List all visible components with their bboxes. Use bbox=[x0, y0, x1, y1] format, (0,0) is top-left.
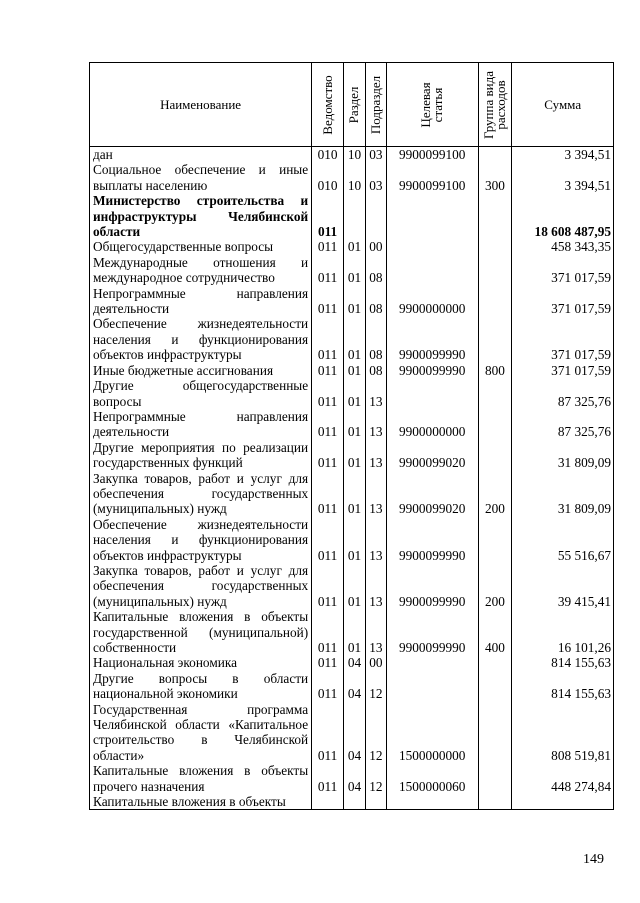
cell-podr: 13 bbox=[369, 455, 383, 471]
header-gruppa: Группа вида расходов bbox=[480, 70, 508, 139]
table-row bbox=[90, 517, 613, 563]
cell-podr: 12 bbox=[369, 686, 383, 702]
cell-grp: 400 bbox=[484, 640, 505, 655]
cell-ved: 010 bbox=[317, 177, 338, 193]
cell-sum: 87 325,76 bbox=[557, 424, 612, 440]
budget-table bbox=[89, 62, 614, 810]
cell-cel: 9900099990 bbox=[398, 547, 466, 563]
table-row bbox=[90, 609, 613, 655]
cell-sum: 39 415,41 bbox=[557, 593, 612, 609]
cell-name: Обеспечение жизнедеятельности населения и функционирования объектов инфраструктуры bbox=[93, 516, 309, 563]
cell-cel: 1500000060 bbox=[398, 778, 466, 794]
cell-name: Министерство строительства и инфраструктуры Челябинской области bbox=[93, 193, 309, 240]
header-vedomstvo: Ведомство bbox=[319, 74, 335, 135]
cell-razd: 10 bbox=[347, 177, 362, 193]
cell-name: Общегосударственные вопросы bbox=[93, 239, 274, 255]
header-name: Наименование bbox=[90, 63, 312, 146]
table-row bbox=[90, 409, 613, 440]
cell-cel: 9900099990 bbox=[398, 640, 466, 655]
cell-name: Обеспечение жизнедеятельности населения и функционирования объектов инфраструктуры bbox=[93, 316, 309, 363]
cell-name: Непрограммные направления деятельности bbox=[93, 285, 309, 317]
cell-name: Другие общегосударственные вопросы bbox=[93, 378, 309, 409]
cell-ved: 011 bbox=[317, 362, 338, 378]
cell-ved: 011 bbox=[317, 424, 338, 440]
cell-ved: 011 bbox=[317, 593, 338, 609]
cell-razd: 04 bbox=[347, 747, 362, 763]
cell-name: Другие мероприятия по реализации государственных функций bbox=[93, 439, 309, 471]
cell-sum: 18 608 487,95 bbox=[534, 224, 612, 240]
cell-grp: 300 bbox=[484, 177, 505, 193]
cell-ved: 011 bbox=[317, 393, 338, 409]
cell-sum: 31 809,09 bbox=[557, 455, 612, 471]
header-summa: Сумма bbox=[544, 96, 582, 112]
cell-podr: 12 bbox=[369, 747, 383, 763]
cell-razd: 01 bbox=[347, 362, 362, 378]
table-row bbox=[90, 255, 613, 286]
cell-ved: 011 bbox=[317, 640, 338, 655]
cell-podr: 13 bbox=[369, 547, 383, 563]
cell-sum: 808 519,81 bbox=[551, 747, 612, 763]
cell-sum: 87 325,76 bbox=[557, 393, 612, 409]
table-row bbox=[90, 316, 613, 362]
cell-name: Закупка товаров, работ и услуг для обеспечения государственных (муниципальных) нужд bbox=[93, 470, 309, 517]
table-row bbox=[90, 193, 613, 239]
cell-name: Социальное обеспечение и иные выплаты населению bbox=[93, 162, 309, 193]
cell-razd: 04 bbox=[347, 686, 362, 702]
cell-ved: 011 bbox=[317, 270, 338, 286]
cell-name: Международные отношения и международное сотрудничество bbox=[93, 254, 309, 286]
cell-podr: 08 bbox=[369, 301, 383, 317]
cell-ved: 011 bbox=[317, 301, 338, 317]
cell-podr: 13 bbox=[369, 640, 383, 655]
table-row bbox=[90, 671, 613, 702]
cell-podr: 13 bbox=[369, 593, 383, 609]
cell-podr: 08 bbox=[369, 347, 383, 363]
cell-sum: 448 274,84 bbox=[551, 778, 612, 794]
cell-ved: 011 bbox=[317, 778, 338, 794]
table-row bbox=[90, 563, 613, 609]
cell-razd: 01 bbox=[347, 270, 362, 286]
cell-podr: 03 bbox=[369, 177, 383, 193]
cell-razd: 01 bbox=[347, 347, 362, 363]
cell-cel: 9900099990 bbox=[398, 347, 466, 363]
cell-podr: 00 bbox=[369, 655, 383, 671]
cell-cel: 9900099990 bbox=[398, 362, 466, 378]
cell-cel: 9900099020 bbox=[398, 501, 466, 517]
cell-cel: 9900099100 bbox=[398, 147, 466, 162]
cell-cel: 9900099020 bbox=[398, 455, 466, 471]
cell-razd: 01 bbox=[347, 640, 362, 655]
cell-cel: 9900099100 bbox=[398, 177, 466, 193]
cell-podr: 08 bbox=[369, 270, 383, 286]
cell-razd: 01 bbox=[347, 301, 362, 317]
cell-grp: 200 bbox=[484, 501, 505, 517]
cell-name: Капитальные вложения в объекты прочего назначения bbox=[93, 763, 309, 794]
cell-podr: 08 bbox=[369, 362, 383, 378]
cell-ved: 011 bbox=[317, 455, 338, 471]
cell-sum: 371 017,59 bbox=[551, 301, 612, 317]
table-row bbox=[90, 147, 613, 162]
cell-name: Непрограммные направления деятельности bbox=[93, 408, 309, 440]
cell-razd: 01 bbox=[347, 393, 362, 409]
cell-grp: 800 bbox=[484, 362, 505, 378]
cell-name: Капитальные вложения в объекты bbox=[93, 794, 286, 810]
cell-ved: 011 bbox=[317, 224, 338, 240]
cell-sum: 16 101,26 bbox=[557, 640, 612, 655]
cell-razd: 01 bbox=[347, 547, 362, 563]
cell-ved: 011 bbox=[317, 347, 338, 363]
cell-razd: 01 bbox=[347, 455, 362, 471]
cell-razd: 01 bbox=[347, 501, 362, 517]
table-row bbox=[90, 378, 613, 409]
table-row bbox=[90, 286, 613, 317]
cell-name: Иные бюджетные ассигнования bbox=[93, 362, 274, 378]
table-header bbox=[90, 63, 613, 147]
cell-ved: 011 bbox=[317, 501, 338, 517]
cell-razd: 04 bbox=[347, 655, 362, 671]
cell-sum: 458 343,35 bbox=[551, 239, 612, 255]
cell-name: Национальная экономика bbox=[93, 655, 238, 671]
cell-podr: 03 bbox=[369, 147, 383, 162]
cell-podr: 12 bbox=[369, 778, 383, 794]
cell-grp: 200 bbox=[484, 593, 505, 609]
table-row bbox=[90, 763, 613, 794]
cell-razd: 01 bbox=[347, 593, 362, 609]
header-celevaya: Целевая статья bbox=[418, 81, 446, 128]
cell-razd: 01 bbox=[347, 239, 362, 255]
cell-name: Капитальные вложения в объекты государственной (муниципальной) собственности bbox=[93, 609, 309, 655]
cell-razd: 10 bbox=[347, 147, 362, 162]
cell-name: Государственная программа Челябинской области «Капитальное строительство в Челябинской области» bbox=[93, 701, 309, 763]
cell-sum: 814 155,63 bbox=[551, 655, 612, 671]
cell-podr: 13 bbox=[369, 501, 383, 517]
cell-ved: 011 bbox=[317, 686, 338, 702]
cell-sum: 371 017,59 bbox=[551, 362, 612, 378]
cell-cel: 9900000000 bbox=[398, 424, 466, 440]
cell-razd: 01 bbox=[347, 424, 362, 440]
cell-podr: 13 bbox=[369, 393, 383, 409]
cell-name: Закупка товаров, работ и услуг для обеспечения государственных (муниципальных) нужд bbox=[93, 562, 309, 609]
cell-ved: 010 bbox=[317, 147, 338, 162]
cell-cel: 9900099990 bbox=[398, 593, 466, 609]
cell-ved: 011 bbox=[317, 655, 338, 671]
table-row bbox=[90, 471, 613, 517]
cell-name: Другие вопросы в области национальной экономики bbox=[93, 670, 309, 702]
cell-ved: 011 bbox=[317, 547, 338, 563]
cell-name: дан bbox=[93, 147, 113, 162]
cell-cel: 1500000000 bbox=[398, 747, 466, 763]
table-row bbox=[90, 363, 613, 378]
table-body bbox=[90, 147, 613, 809]
cell-podr: 13 bbox=[369, 424, 383, 440]
cell-sum: 371 017,59 bbox=[551, 270, 612, 286]
table-row bbox=[90, 239, 613, 254]
table-row bbox=[90, 162, 613, 193]
cell-razd: 04 bbox=[347, 778, 362, 794]
table-row bbox=[90, 794, 613, 809]
cell-ved: 011 bbox=[317, 239, 338, 255]
cell-sum: 31 809,09 bbox=[557, 501, 612, 517]
table-row bbox=[90, 702, 613, 764]
cell-sum: 55 516,67 bbox=[557, 547, 612, 563]
cell-sum: 3 394,51 bbox=[564, 177, 612, 193]
cell-cel: 9900000000 bbox=[398, 301, 466, 317]
cell-podr: 00 bbox=[369, 239, 383, 255]
cell-sum: 371 017,59 bbox=[551, 347, 612, 363]
page-number: 149 bbox=[583, 852, 604, 867]
header-podrazdel: Подраздел bbox=[367, 75, 383, 134]
cell-sum: 814 155,63 bbox=[551, 686, 612, 702]
cell-ved: 011 bbox=[317, 747, 338, 763]
table-row bbox=[90, 655, 613, 670]
table-row bbox=[90, 440, 613, 471]
cell-sum: 3 394,51 bbox=[564, 147, 612, 162]
header-razdel: Раздел bbox=[346, 86, 362, 123]
